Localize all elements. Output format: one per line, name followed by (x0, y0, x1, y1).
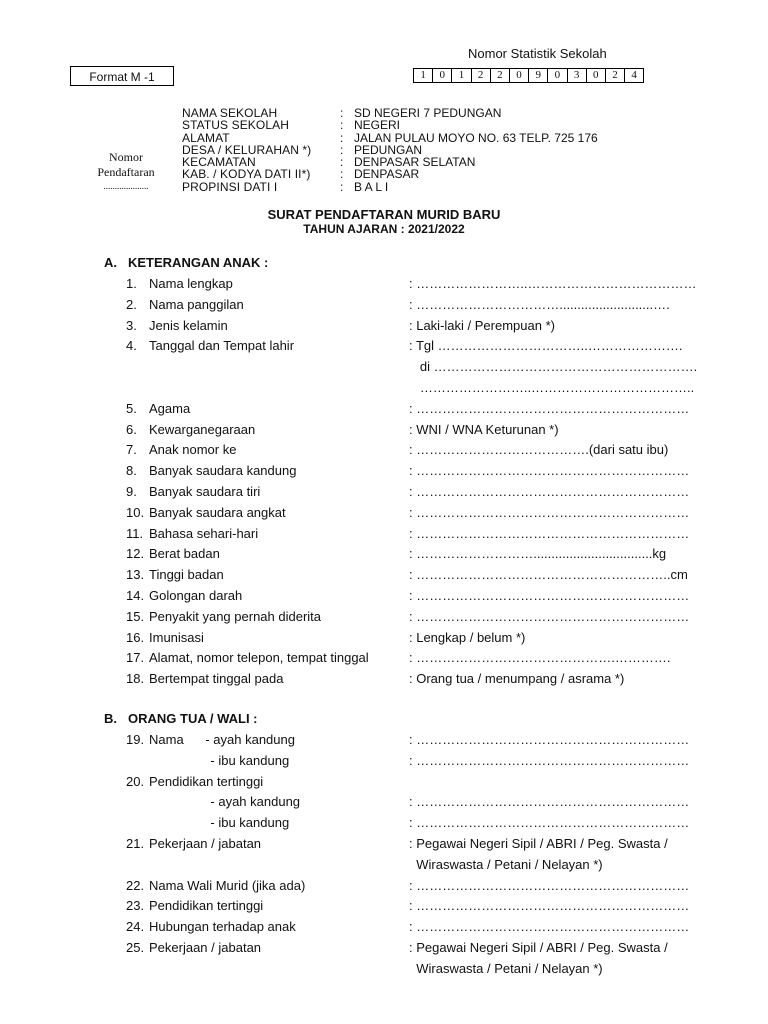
form-item-row (0, 732, 768, 750)
item-number: 2. (126, 296, 137, 312)
item-label: Pendidikan tertinggi (149, 773, 264, 789)
school-info-label: KECAMATAN (182, 155, 256, 170)
form-item-row (0, 484, 768, 502)
nss-digit: 1 (452, 69, 471, 82)
school-info-colon: : (340, 155, 344, 170)
item-answer-field[interactable]: : ……………………………………………………… (409, 463, 690, 479)
item-answer-field[interactable]: : ……………………………………………………… (409, 815, 690, 831)
item-label: Kewarganegaraan (149, 421, 256, 437)
form-item-row (0, 630, 768, 648)
item-number: 19. (126, 732, 145, 747)
school-info-colon: : (340, 142, 344, 157)
item-label: Golongan darah (149, 588, 243, 603)
nss-digit: 2 (491, 69, 510, 82)
form-item-row (0, 588, 768, 606)
nss-digit: 1 (414, 69, 433, 82)
form-item-row (0, 318, 768, 336)
item-answer-field[interactable]: : ……………………………………………………… (409, 919, 690, 935)
item-label: Anak nomor ke (149, 442, 237, 458)
section-b-heading (104, 711, 258, 726)
form-item-row (0, 380, 768, 398)
form-item-row (0, 774, 768, 792)
item-label: Pekerjaan / jabatan (149, 836, 262, 851)
form-title: SURAT PENDAFTARAN MURID BARU (267, 207, 501, 222)
item-number: 21. (126, 836, 145, 851)
form-item-row (0, 836, 768, 854)
school-info-value: JALAN PULAU MOYO NO. 63 TELP. 725 176 (354, 130, 598, 145)
nomor-pendaftaran-blank: .................... (103, 181, 149, 191)
form-item-row (0, 297, 768, 315)
item-number: 25. (126, 940, 145, 955)
item-answer-field[interactable]: : ……………………………………………………… (409, 608, 690, 624)
school-info-label: DESA / KELURAHAN *) (182, 142, 312, 157)
school-info-colon: : (340, 118, 344, 133)
item-number: 22. (126, 877, 145, 893)
nss-digit: 2 (606, 69, 625, 82)
item-number: 9. (126, 484, 137, 499)
item-label: - ibu kandung (149, 752, 290, 768)
item-number: 3. (126, 317, 137, 333)
nss-digit: 0 (510, 69, 529, 82)
item-answer-field[interactable]: : ……………………………………….…………. (409, 650, 671, 666)
item-number: 10. (126, 504, 145, 520)
item-label: Nama - ayah kandung (149, 732, 295, 747)
item-label: Tinggi badan (149, 567, 224, 583)
form-item-row (0, 794, 768, 812)
item-answer-field[interactable]: : Tgl ……………………………..…………………. (409, 338, 683, 354)
nss-digit: 0 (587, 69, 606, 82)
school-info-label: ALAMAT (182, 130, 230, 145)
form-item-row (0, 609, 768, 627)
nomor-pendaftaran (90, 150, 162, 193)
school-info-colon: : (340, 106, 344, 120)
item-answer-field[interactable]: : ……………………………………………………… (409, 877, 690, 893)
item-label: Nama lengkap (149, 276, 233, 291)
form-item-row (0, 857, 768, 875)
school-info-value: SD NEGERI 7 PEDUNGAN (354, 106, 502, 120)
item-label: - ibu kandung (149, 815, 290, 831)
nss-digit: 0 (548, 69, 567, 82)
item-label: Imunisasi (149, 629, 204, 645)
form-item-row (0, 650, 768, 668)
item-answer-field[interactable]: : Laki-laki / Perempuan *) (409, 317, 555, 333)
item-answer-field[interactable]: ……………………..……………………………….. (409, 380, 695, 395)
item-answer-field[interactable]: : ……………………………………………………… (409, 794, 690, 810)
item-answer-field[interactable]: : ……………………….................................kg (409, 546, 667, 562)
item-number: 6. (126, 421, 137, 437)
section-title: KETERANGAN ANAK : (128, 255, 269, 270)
item-answer-field[interactable]: : …………………………………………………..cm (409, 567, 688, 583)
item-answer-field[interactable]: : Pegawai Negeri Sipil / ABRI / Peg. Swasta / (409, 836, 668, 851)
section-title: ORANG TUA / WALI : (128, 711, 258, 726)
item-answer-field[interactable]: : ……………………………………………………… (409, 588, 690, 603)
item-number: 11. (126, 525, 144, 541)
item-label: Nama panggilan (149, 296, 244, 312)
item-number: 4. (126, 338, 137, 354)
item-number: 24. (126, 919, 145, 935)
form-item-row (0, 505, 768, 523)
item-answer-field[interactable]: Wiraswasta / Petani / Nelayan *) (409, 960, 603, 976)
item-label: Banyak saudara tiri (149, 484, 261, 499)
form-item-row (0, 961, 768, 979)
item-label: Agama (149, 400, 191, 416)
item-number: 8. (126, 463, 137, 479)
nss-digit: 0 (433, 69, 452, 82)
item-label: Tanggal dan Tempat lahir (149, 338, 295, 354)
section-letter: A. (104, 255, 117, 270)
nss-digit: 3 (568, 69, 587, 82)
item-number: 14. (126, 588, 145, 603)
item-number: 13. (126, 567, 145, 583)
nss-title: Nomor Statistik Sekolah (468, 46, 607, 61)
item-label: Alamat, nomor telepon, tempat tinggal (149, 650, 369, 666)
school-info-value: B A L I (354, 179, 389, 194)
form-item-row (0, 878, 768, 896)
school-info-value: NEGERI (354, 118, 401, 133)
item-number: 15. (126, 608, 145, 624)
item-number: 12. (126, 546, 145, 562)
form-item-row (0, 338, 768, 356)
item-answer-field[interactable]: : ……………………………………………………… (409, 898, 690, 914)
nomor-pendaftaran-line: Pendaftaran (97, 165, 155, 179)
item-answer-field[interactable]: : ……………………………………………………… (409, 732, 690, 747)
school-info-colon: : (340, 167, 344, 182)
item-answer-field[interactable]: : ……………………………………………………… (409, 525, 690, 541)
item-label: Penyakit yang pernah diderita (149, 608, 322, 624)
school-info-label: STATUS SEKOLAH (182, 118, 289, 133)
form-item-row (0, 359, 768, 377)
form-item-row (0, 898, 768, 916)
school-info-colon: : (340, 179, 344, 194)
item-label: Bahasa sehari-hari (149, 525, 259, 541)
form-item-row (0, 546, 768, 564)
item-answer-field[interactable]: : Pegawai Negeri Sipil / ABRI / Peg. Swasta / (409, 940, 668, 955)
item-answer-field[interactable]: : WNI / WNA Keturunan *) (409, 421, 559, 437)
school-info-label: KAB. / KODYA DATI II*) (182, 167, 311, 182)
item-number: 20. (126, 773, 145, 789)
form-item-row (0, 919, 768, 937)
item-number: 17. (126, 650, 145, 666)
form-item-row (0, 442, 768, 460)
item-label: Banyak saudara angkat (149, 504, 286, 520)
item-label: Banyak saudara kandung (149, 463, 297, 479)
form-item-row (0, 567, 768, 585)
item-answer-field[interactable]: : ………………………………….(dari satu ibu) (409, 442, 669, 458)
school-info-colon: : (340, 130, 344, 145)
school-info-value: DENPASAR (354, 167, 420, 182)
form-subtitle: TAHUN AJARAN : 2021/2022 (303, 222, 465, 236)
item-number: 16. (126, 629, 145, 645)
item-label: Bertempat tinggal pada (149, 671, 284, 687)
item-answer-field[interactable]: Wiraswasta / Petani / Nelayan *) (409, 856, 603, 872)
form-item-row (0, 671, 768, 689)
school-info-value: PEDUNGAN (354, 142, 423, 157)
format-label: Format M -1 (70, 66, 174, 86)
item-number: 18. (126, 671, 145, 687)
nomor-pendaftaran-line: Nomor (109, 150, 143, 164)
form-item-row (0, 753, 768, 771)
form-item-row (0, 815, 768, 833)
form-item-row (0, 401, 768, 419)
item-label: - ayah kandung (149, 794, 301, 810)
item-answer-field[interactable]: : ……………………………………………………… (409, 484, 690, 499)
section-a-heading (104, 255, 268, 270)
item-answer-field[interactable]: : Orang tua / menumpang / asrama *) (409, 671, 625, 687)
item-label: Jenis kelamin (149, 317, 228, 333)
item-label: Hubungan terhadap anak (149, 919, 296, 935)
item-answer-field[interactable]: : Lengkap / belum *) (409, 629, 526, 645)
form-item-row (0, 463, 768, 481)
form-item-row (0, 422, 768, 440)
item-answer-field[interactable]: : ……………………………..........................…. (409, 296, 670, 312)
school-info-value: DENPASAR SELATAN (354, 155, 476, 170)
item-number: 23. (126, 898, 145, 914)
nss-digit: 4 (631, 69, 637, 81)
item-answer-field[interactable]: di ……………………………………………………. (409, 359, 698, 375)
item-number: 1. (126, 276, 137, 291)
section-letter: B. (104, 711, 117, 726)
form-item-row (0, 276, 768, 294)
school-info-label: NAMA SEKOLAH (182, 106, 278, 120)
nss-digit-boxes (413, 68, 644, 83)
form-item-row (0, 526, 768, 544)
item-label: Pendidikan tertinggi (149, 898, 264, 914)
item-number: 7. (126, 442, 137, 458)
school-info-label: PROPINSI DATI I (182, 179, 278, 194)
item-label: Berat badan (149, 546, 220, 562)
item-answer-field[interactable]: : ……………………………………………………… (409, 752, 690, 768)
item-answer-field[interactable]: : ……………………..………………………………… (409, 276, 697, 291)
form-item-row (0, 940, 768, 958)
item-label: Pekerjaan / jabatan (149, 940, 262, 955)
item-label: Nama Wali Murid (jika ada) (149, 877, 306, 893)
item-number: 5. (126, 400, 137, 416)
item-answer-field[interactable]: : ……………………………………………………… (409, 400, 690, 416)
nss-digit: 9 (529, 69, 548, 82)
nss-digit: 2 (472, 69, 491, 82)
item-answer-field[interactable]: : ……………………………………………………… (409, 504, 690, 520)
